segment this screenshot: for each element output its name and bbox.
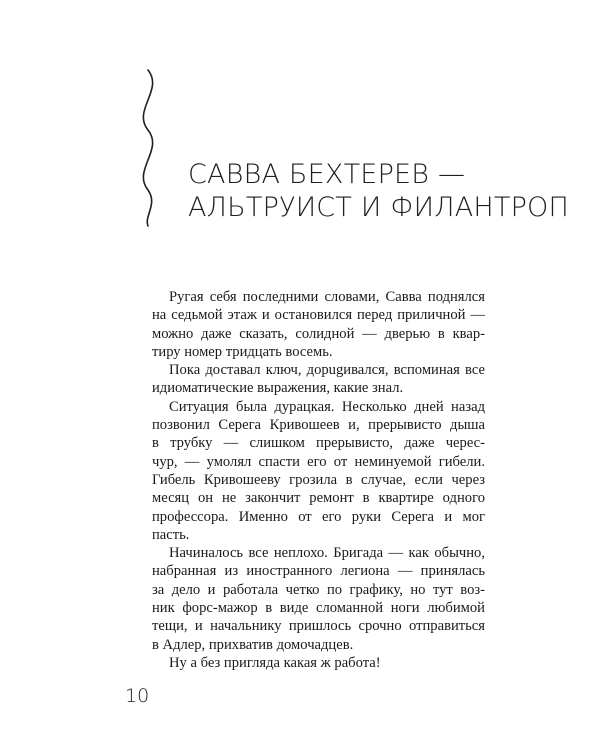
wavy-line-ornament	[128, 68, 168, 228]
chapter-title-line-2: АЛЬТРУИСТ И ФИЛАНТРОП	[188, 192, 570, 223]
text-line: в трубку — слишком прерывисто, даже черес-	[152, 435, 485, 452]
text-line: на седьмой этаж и остановился перед приличной —	[152, 307, 485, 324]
text-line: пасть.	[152, 526, 190, 543]
text-line: Гибель Кривошееву грозила в случае, если через	[152, 471, 485, 488]
text-line: тещи, и начальнику пришлось срочно отправиться	[152, 618, 485, 635]
text-line: Пока доставал ключ, дорugивался, вспоминая все	[169, 362, 485, 379]
text-line: идиоматические выражения, какие знал.	[152, 380, 404, 397]
text-line: Начиналось все неплохо. Бригада — как обычно,	[169, 545, 485, 562]
text-line: ник форс-мажор в виде сломанной ноги любимой	[152, 600, 485, 617]
text-line: Ругая себя последними словами, Савва поднялся	[169, 289, 485, 305]
chapter-body-text	[152, 288, 485, 672]
text-line: набранная из иностранного легиона — принялась	[152, 563, 485, 580]
text-line: профессора. Именно от его руки Серега и мог	[152, 508, 485, 525]
text-line: тиру номер тридцать восемь.	[152, 343, 333, 360]
text-line: Ну а без пригляда какая ж работа!	[169, 654, 381, 671]
text-line: месяц он не закончит ремонт в квартире одного	[152, 490, 485, 507]
text-line: Ситуация была дурацкая. Несколько дней назад	[169, 398, 485, 415]
text-line: позвонил Серега Кривошеев и, прерывисто дыша	[152, 417, 485, 434]
chapter-title	[188, 158, 568, 224]
page-number: 10	[125, 685, 150, 707]
text-line: можно даже сказать, солидной — дверью в квар-	[152, 325, 485, 342]
text-line: чур, — умолял спасти его от неминуемой гибели.	[152, 453, 485, 470]
chapter-title-line-1: САВВА БЕХТЕРЕВ —	[188, 159, 466, 190]
text-line: за дело и работала четко по графику, но тут воз-	[152, 581, 485, 598]
text-line: в Адлер, прихватив домочадцев.	[152, 636, 354, 653]
